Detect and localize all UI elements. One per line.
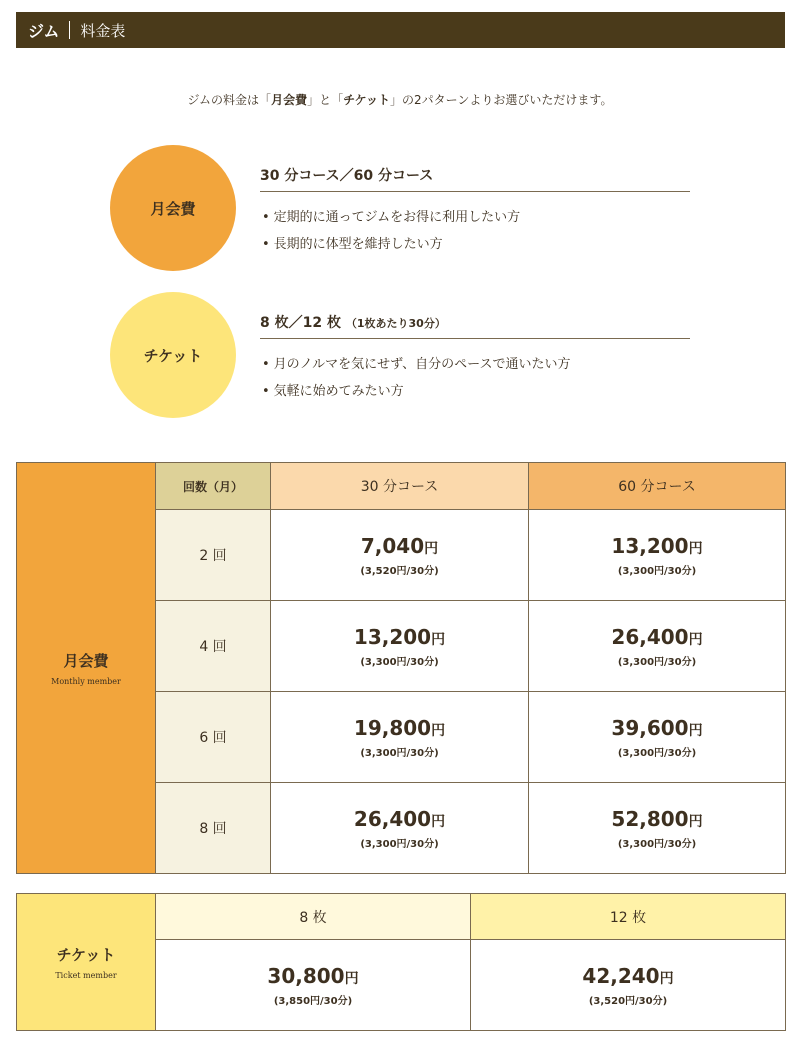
price-per-30: (3,300円/30分) — [617, 747, 697, 759]
price-cell — [529, 510, 786, 601]
price-value: 13,200 — [611, 533, 689, 558]
header-subtitle: 料金表 — [80, 21, 126, 40]
price-value: 13,200 — [353, 624, 432, 649]
list-item: • 定期的に通ってジムをお得に利用したい方 — [260, 204, 690, 231]
yen-unit: 円 — [688, 722, 703, 739]
intro-plan2: チケット — [343, 93, 391, 107]
price-cell — [529, 692, 786, 783]
yen-unit: 円 — [431, 722, 446, 739]
plan-ticket-bullets — [260, 351, 690, 405]
plan-monthly-circle: 月会費 — [110, 145, 236, 271]
list-item: • 長期的に体型を維持したい方 — [260, 231, 690, 258]
times-cell: 6 回 — [156, 692, 271, 783]
plan-monthly-info — [260, 165, 690, 258]
times-cell: 2 回 — [156, 510, 271, 601]
plan-monthly-title-text: 30 分コース／60 分コース — [260, 168, 434, 184]
price-per-30: (3,300円/30分) — [360, 838, 439, 850]
price-per-30: (3,520円/30分) — [588, 995, 668, 1007]
plan-ticket-title-note: （1枚あたり30分） — [345, 317, 446, 330]
table-row — [17, 463, 786, 510]
yen-unit: 円 — [688, 631, 703, 648]
price-per-30: (3,300円/30分) — [360, 747, 439, 759]
price-cell — [529, 783, 786, 874]
intro-suffix: 」の2パターンよりお選びいただけます。 — [390, 93, 613, 107]
ticket-label-en: Ticket member — [55, 971, 117, 980]
yen-unit: 円 — [688, 540, 703, 557]
price-per-30: (3,300円/30分) — [617, 838, 697, 850]
price-value: 26,400 — [353, 806, 432, 831]
yen-unit: 円 — [424, 540, 439, 557]
col-12-tickets-header: 12 枚 — [471, 894, 786, 940]
count-header: 回数（月） — [156, 463, 271, 510]
ticket-label: チケット — [56, 946, 116, 964]
yen-unit: 円 — [431, 813, 446, 830]
price-value: 39,600 — [611, 715, 689, 740]
price-cell — [271, 783, 529, 874]
price-cell — [156, 940, 471, 1031]
intro-text — [0, 91, 800, 108]
monthly-label-en: Monthly member — [51, 677, 121, 686]
ticket-price-table — [16, 893, 786, 1031]
price-per-30: (3,520円/30分) — [360, 565, 439, 577]
price-value: 19,800 — [353, 715, 432, 740]
plan-ticket-title — [260, 312, 690, 339]
yen-unit: 円 — [344, 970, 359, 987]
price-per-30: (3,850円/30分) — [273, 995, 353, 1007]
price-cell — [271, 510, 529, 601]
times-cell: 8 回 — [156, 783, 271, 874]
times-cell: 4 回 — [156, 601, 271, 692]
plan-ticket-info — [260, 312, 690, 405]
plan-ticket-title-text: 8 枚／12 枚 — [260, 315, 341, 331]
intro-prefix: ジムの料金は「 — [187, 93, 272, 107]
header-divider — [69, 21, 70, 39]
monthly-price-table — [16, 462, 786, 874]
header-gym-label: ジム — [28, 21, 60, 41]
monthly-side-label — [17, 463, 156, 874]
table-row — [17, 894, 786, 940]
price-cell — [529, 601, 786, 692]
plan-ticket-circle: チケット — [110, 292, 236, 418]
price-value: 52,800 — [611, 806, 689, 831]
price-per-30: (3,300円/30分) — [617, 656, 697, 668]
intro-plan1: 月会費 — [271, 93, 308, 107]
price-cell — [271, 601, 529, 692]
price-value: 30,800 — [267, 963, 345, 988]
plan-monthly-bullets — [260, 204, 690, 258]
col-60min-header: 60 分コース — [529, 463, 786, 510]
yen-unit: 円 — [688, 813, 703, 830]
price-cell — [471, 940, 786, 1031]
col-8-tickets-header: 8 枚 — [156, 894, 471, 940]
price-value: 7,040 — [360, 533, 425, 558]
ticket-side-label — [17, 894, 156, 1031]
page-header — [16, 12, 785, 48]
list-item: • 月のノルマを気にせず、自分のペースで通いたい方 — [260, 351, 690, 378]
price-per-30: (3,300円/30分) — [360, 656, 439, 668]
price-cell — [271, 692, 529, 783]
price-per-30: (3,300円/30分) — [617, 565, 697, 577]
yen-unit: 円 — [659, 970, 674, 987]
intro-mid: 」と「 — [307, 93, 344, 107]
price-value: 26,400 — [611, 624, 689, 649]
yen-unit: 円 — [431, 631, 446, 648]
price-value: 42,240 — [582, 963, 660, 988]
col-30min-header: 30 分コース — [271, 463, 529, 510]
plan-monthly-title — [260, 165, 690, 192]
monthly-label: 月会費 — [63, 652, 109, 670]
list-item: • 気軽に始めてみたい方 — [260, 378, 690, 405]
